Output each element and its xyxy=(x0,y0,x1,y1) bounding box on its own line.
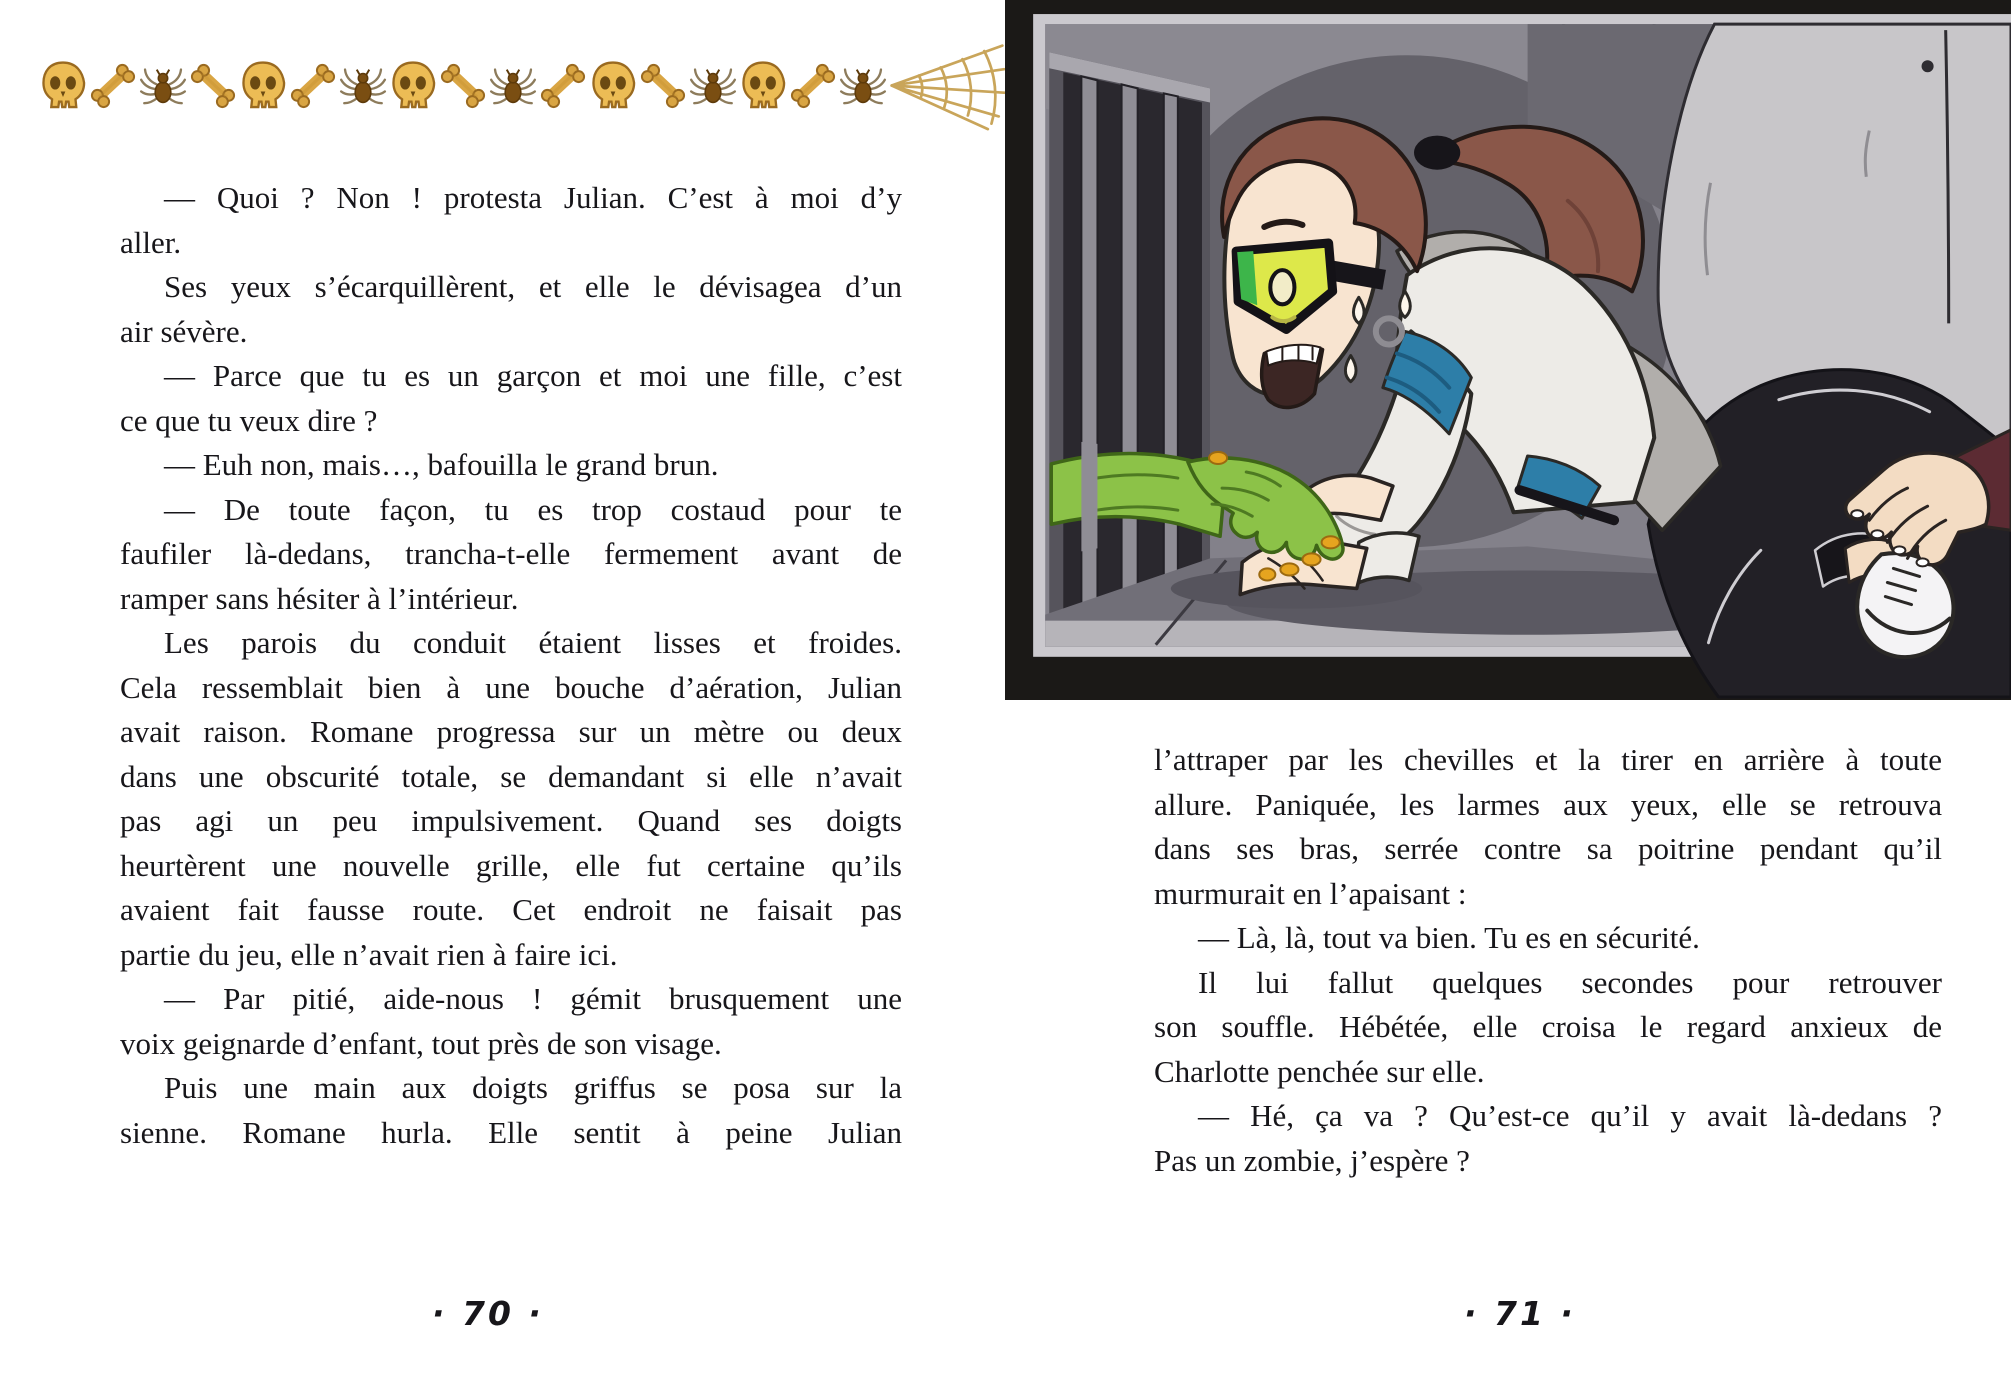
text-line: — Euh non, mais…, bafouilla le grand brun. xyxy=(164,447,719,482)
spider-icon xyxy=(338,52,388,120)
text-line: ce que tu veux dire ? xyxy=(120,402,378,438)
spider-icon xyxy=(488,52,538,120)
bone-icon xyxy=(288,52,338,120)
text-line: — Quoi ? Non ! protesta Julian. C’est à moi d’y xyxy=(164,180,902,215)
bone-icon xyxy=(88,52,138,120)
text-line: voix geignarde d’enfant, tout près de son visage. xyxy=(120,1025,722,1061)
web-icon xyxy=(888,38,1006,134)
vent-illustration-svg xyxy=(1005,0,2011,700)
page-number-left: · 70 · xyxy=(432,1294,544,1333)
text-line: — Parce que tu es un garçon et moi une fille, c’est xyxy=(164,358,902,393)
skull-icon xyxy=(738,52,788,120)
text-line: — De toute façon, tu es trop costaud pour te xyxy=(164,491,902,527)
text-line: murmurait en l’apaisant : xyxy=(1154,875,1467,911)
bone-icon xyxy=(788,52,838,120)
bone-icon xyxy=(538,52,588,120)
text-line: sienne. Romane hurla. Elle sentit à peine Julian xyxy=(120,1114,902,1150)
bone-icon xyxy=(438,52,488,120)
left-page-text xyxy=(120,176,902,1155)
vent-illustration xyxy=(1005,0,2011,700)
duct-grille xyxy=(1049,52,1210,639)
text-line: — Par pitié, aide-nous ! gémit brusquement une xyxy=(164,981,902,1016)
bone-icon xyxy=(638,52,688,120)
page-number-right: · 71 · xyxy=(1464,1294,1576,1333)
hair-tie xyxy=(1414,136,1460,170)
skull-icon xyxy=(238,52,288,120)
text-line: ramper sans hésiter à l’intérieur. xyxy=(120,580,519,616)
text-line: — Hé, ça va ? Qu’est-ce qu’il y avait là-dedans ? xyxy=(1198,1098,1942,1133)
skull-icon xyxy=(388,52,438,120)
text-line: Ses yeux s’écarquillèrent, et elle le dévisagea d’un xyxy=(164,269,902,304)
text-line: air sévère. xyxy=(120,313,248,349)
text-line: aller. xyxy=(120,224,182,260)
text-line: Pas un zombie, j’espère ? xyxy=(1154,1142,1470,1178)
right-page-text xyxy=(1154,738,1942,1183)
text-line: heurtèrent une nouvelle grille, elle fut certaine qu’ils xyxy=(120,847,902,883)
bone-icon xyxy=(188,52,238,120)
text-line: l’attraper par les chevilles et la tirer en arrière à toute xyxy=(1154,742,1942,777)
text-line: Charlotte penchée sur elle. xyxy=(1154,1053,1485,1089)
text-line: dans ses bras, serrée contre sa poitrine pendant qu’il xyxy=(1154,831,1942,866)
text-line: — Là, là, tout va bien. Tu es en sécurité. xyxy=(1198,920,1700,955)
halloween-border xyxy=(38,32,1003,140)
spider-icon xyxy=(688,52,738,120)
text-line: Puis une main aux doigts griffus se posa sur la xyxy=(164,1070,902,1105)
text-line: avait raison. Romane progressa sur un mètre ou deux xyxy=(120,714,902,749)
text-line: son souffle. Hébétée, elle croisa le regard anxieux de xyxy=(1154,1009,1942,1044)
spider-icon xyxy=(138,52,188,120)
spider-icon xyxy=(838,52,888,120)
text-line: partie du jeu, elle n’avait rien à faire ici. xyxy=(120,936,618,972)
sneaker xyxy=(1857,553,1953,657)
text-line: allure. Paniquée, les larmes aux yeux, elle se retrouva xyxy=(1154,786,1942,822)
skull-icon xyxy=(38,52,88,120)
skull-icon xyxy=(588,52,638,120)
grille-bar-over-arm xyxy=(1081,442,1097,551)
text-line: Il lui fallut quelques secondes pour retrouver xyxy=(1198,964,1942,1000)
text-line: avaient fait fausse route. Cet endroit ne faisait pas xyxy=(120,892,902,927)
text-line: faufiler là-dedans, trancha-t-elle fermement avant de xyxy=(120,536,902,571)
text-line: Les parois du conduit étaient lisses et froides. xyxy=(164,625,902,660)
text-line: dans une obscurité totale, se demandant si elle n’avait xyxy=(120,758,902,794)
text-line: Cela ressemblait bien à une bouche d’aération, Julian xyxy=(120,669,902,705)
text-line: pas agi un peu impulsivement. Quand ses doigts xyxy=(120,803,902,838)
